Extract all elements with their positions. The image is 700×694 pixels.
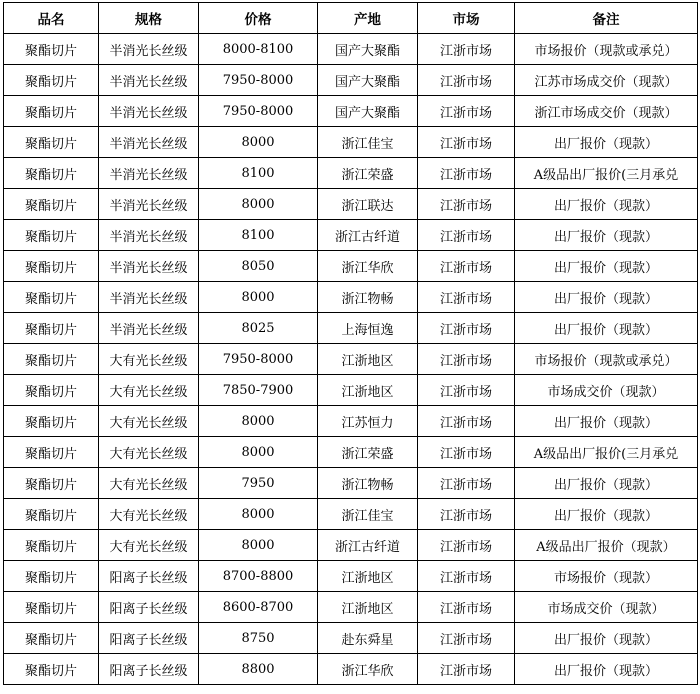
cell-remarks: 出厂报价（现款） [515,127,698,158]
header-remarks: 备注 [515,3,698,34]
cell-product-name: 聚酯切片 [4,592,99,623]
table-row [4,344,698,375]
cell-market: 江浙市场 [418,437,515,468]
cell-remarks: 出厂报价（现款） [515,654,698,685]
cell-remarks: 浙江市场成交价（现款） [515,96,698,127]
cell-price: 8000 [199,530,318,561]
cell-market: 江浙市场 [418,158,515,189]
cell-product-name: 聚酯切片 [4,251,99,282]
cell-market: 江浙市场 [418,189,515,220]
table-row [4,65,698,96]
cell-specification: 大有光长丝级 [99,468,199,499]
cell-remarks: 出厂报价（现款） [515,282,698,313]
cell-remarks: 市场报价（现款） [515,561,698,592]
cell-price: 7950-8000 [199,65,318,96]
cell-origin: 浙江物畅 [318,282,418,313]
table-row [4,499,698,530]
table-row [4,468,698,499]
cell-remarks: 市场报价（现款或承兑） [515,344,698,375]
cell-price: 8000 [199,127,318,158]
cell-specification: 半消光长丝级 [99,251,199,282]
cell-market: 江浙市场 [418,65,515,96]
cell-product-name: 聚酯切片 [4,623,99,654]
cell-price: 8750 [199,623,318,654]
cell-origin: 赴东舜星 [318,623,418,654]
cell-product-name: 聚酯切片 [4,65,99,96]
cell-specification: 半消光长丝级 [99,34,199,65]
cell-price: 8000 [199,189,318,220]
cell-product-name: 聚酯切片 [4,96,99,127]
cell-price: 8100 [199,220,318,251]
cell-market: 江浙市场 [418,251,515,282]
cell-remarks: 出厂报价（现款） [515,313,698,344]
cell-specification: 半消光长丝级 [99,220,199,251]
cell-remarks: 出厂报价（现款） [515,499,698,530]
cell-origin: 浙江物畅 [318,468,418,499]
cell-market: 江浙市场 [418,313,515,344]
table-row [4,220,698,251]
cell-remarks: A级品出厂报价(三月承兑 [515,437,698,468]
table-row [4,592,698,623]
cell-origin: 浙江荣盛 [318,158,418,189]
cell-origin: 浙江佳宝 [318,499,418,530]
cell-specification: 大有光长丝级 [99,437,199,468]
cell-market: 江浙市场 [418,34,515,65]
cell-origin: 浙江荣盛 [318,437,418,468]
cell-origin: 浙江华欣 [318,251,418,282]
cell-product-name: 聚酯切片 [4,158,99,189]
cell-market: 江浙市场 [418,375,515,406]
header-product-name: 品名 [4,3,99,34]
cell-remarks: A级品出厂报价(三月承兑 [515,158,698,189]
cell-product-name: 聚酯切片 [4,468,99,499]
cell-price: 7950-8000 [199,344,318,375]
cell-market: 江浙市场 [418,127,515,158]
table-row [4,623,698,654]
header-specification: 规格 [99,3,199,34]
cell-product-name: 聚酯切片 [4,561,99,592]
table-header [4,3,698,34]
cell-market: 江浙市场 [418,499,515,530]
header-price: 价格 [199,3,318,34]
cell-origin: 江浙地区 [318,561,418,592]
cell-product-name: 聚酯切片 [4,654,99,685]
cell-price: 7850-7900 [199,375,318,406]
cell-market: 江浙市场 [418,282,515,313]
cell-remarks: 出厂报价（现款） [515,623,698,654]
cell-specification: 半消光长丝级 [99,189,199,220]
cell-remarks: 市场报价（现款或承兑） [515,34,698,65]
cell-price: 8100 [199,158,318,189]
cell-product-name: 聚酯切片 [4,375,99,406]
cell-origin: 浙江华欣 [318,654,418,685]
cell-product-name: 聚酯切片 [4,437,99,468]
cell-specification: 阳离子长丝级 [99,623,199,654]
table-body [4,34,698,685]
cell-product-name: 聚酯切片 [4,127,99,158]
cell-origin: 浙江联达 [318,189,418,220]
cell-specification: 大有光长丝级 [99,344,199,375]
cell-market: 江浙市场 [418,623,515,654]
cell-specification: 大有光长丝级 [99,406,199,437]
cell-product-name: 聚酯切片 [4,189,99,220]
table-row [4,375,698,406]
cell-market: 江浙市场 [418,530,515,561]
cell-product-name: 聚酯切片 [4,313,99,344]
cell-specification: 半消光长丝级 [99,65,199,96]
cell-price: 8000 [199,437,318,468]
table-row [4,313,698,344]
cell-price: 7950-8000 [199,96,318,127]
cell-origin: 国产大聚酯 [318,34,418,65]
cell-price: 7950 [199,468,318,499]
table-row [4,530,698,561]
cell-price: 8025 [199,313,318,344]
cell-market: 江浙市场 [418,592,515,623]
cell-product-name: 聚酯切片 [4,530,99,561]
table-row [4,189,698,220]
cell-origin: 上海恒逸 [318,313,418,344]
cell-product-name: 聚酯切片 [4,282,99,313]
cell-origin: 江浙地区 [318,375,418,406]
header-row [4,3,698,34]
cell-origin: 江浙地区 [318,344,418,375]
cell-price: 8000-8100 [199,34,318,65]
cell-specification: 半消光长丝级 [99,313,199,344]
cell-remarks: 出厂报价（现款） [515,220,698,251]
price-table [3,2,698,685]
cell-remarks: 出厂报价（现款） [515,468,698,499]
cell-market: 江浙市场 [418,344,515,375]
table-row [4,158,698,189]
cell-product-name: 聚酯切片 [4,344,99,375]
cell-specification: 半消光长丝级 [99,282,199,313]
cell-remarks: 出厂报价（现款） [515,189,698,220]
cell-specification: 大有光长丝级 [99,499,199,530]
cell-price: 8700-8800 [199,561,318,592]
table-row [4,34,698,65]
cell-product-name: 聚酯切片 [4,34,99,65]
cell-price: 8600-8700 [199,592,318,623]
cell-origin: 浙江古纤道 [318,530,418,561]
cell-price: 8000 [199,499,318,530]
cell-market: 江浙市场 [418,654,515,685]
table-row [4,282,698,313]
cell-origin: 江苏恒力 [318,406,418,437]
cell-specification: 大有光长丝级 [99,530,199,561]
cell-origin: 浙江古纤道 [318,220,418,251]
cell-price: 8000 [199,406,318,437]
cell-specification: 半消光长丝级 [99,96,199,127]
cell-origin: 国产大聚酯 [318,65,418,96]
cell-specification: 半消光长丝级 [99,158,199,189]
cell-remarks: 出厂报价（现款） [515,406,698,437]
table-row [4,406,698,437]
cell-market: 江浙市场 [418,561,515,592]
cell-specification: 大有光长丝级 [99,375,199,406]
cell-product-name: 聚酯切片 [4,406,99,437]
cell-price: 8050 [199,251,318,282]
header-market: 市场 [418,3,515,34]
table-row [4,437,698,468]
cell-remarks: 市场成交价（现款） [515,375,698,406]
header-origin: 产地 [318,3,418,34]
cell-price: 8800 [199,654,318,685]
table-row [4,251,698,282]
table-row [4,561,698,592]
cell-specification: 阳离子长丝级 [99,561,199,592]
cell-specification: 半消光长丝级 [99,127,199,158]
cell-remarks: A级品出厂报价（现款） [515,530,698,561]
cell-market: 江浙市场 [418,468,515,499]
cell-origin: 浙江佳宝 [318,127,418,158]
cell-price: 8000 [199,282,318,313]
cell-remarks: 市场成交价（现款） [515,592,698,623]
cell-market: 江浙市场 [418,96,515,127]
cell-market: 江浙市场 [418,406,515,437]
cell-specification: 阳离子长丝级 [99,592,199,623]
table-row [4,654,698,685]
table-row [4,127,698,158]
table-row [4,96,698,127]
cell-specification: 阳离子长丝级 [99,654,199,685]
cell-product-name: 聚酯切片 [4,499,99,530]
cell-origin: 江浙地区 [318,592,418,623]
cell-origin: 国产大聚酯 [318,96,418,127]
cell-remarks: 出厂报价（现款） [515,251,698,282]
cell-product-name: 聚酯切片 [4,220,99,251]
cell-market: 江浙市场 [418,220,515,251]
cell-remarks: 江苏市场成交价（现款） [515,65,698,96]
